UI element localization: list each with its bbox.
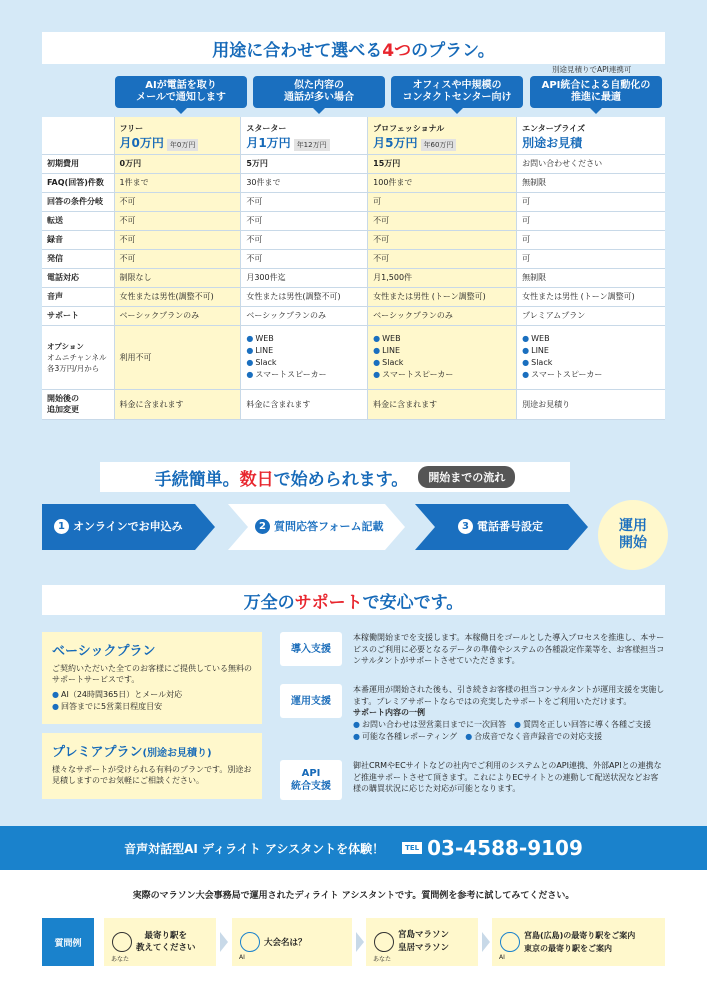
chevron-right-icon: [220, 932, 228, 952]
table-cell: 料金に含まれます: [368, 389, 517, 419]
table-cell: 月300件迄: [241, 268, 368, 287]
basic-item: ● 回答までに5営業日程度目安: [52, 701, 252, 713]
table-cell: 不可: [368, 249, 517, 268]
step-number: 1: [54, 519, 69, 534]
chevron-right-icon: [482, 932, 490, 952]
option-item: ● Slack: [373, 357, 511, 369]
row-label: 音声: [42, 287, 114, 306]
basic-plan-box: [42, 632, 262, 724]
option-item: ● スマートスピーカー: [373, 369, 511, 381]
support-label-operation: 運用支援: [280, 684, 342, 718]
title-text: で始められます。: [273, 469, 409, 490]
support-text-operation: [353, 684, 665, 743]
row-label: 発信: [42, 249, 114, 268]
row-label: 初期費用: [42, 154, 114, 173]
table-cell: 不可: [368, 230, 517, 249]
support-label-api: API 統合支援: [280, 760, 342, 800]
basic-plan-title: ベーシックプラン: [52, 644, 156, 659]
ai-avatar-icon: [499, 932, 520, 961]
table-cell: 15万円: [368, 154, 517, 173]
row-label-line: 各3万円/月から: [47, 363, 100, 373]
table-cell: 制限なし: [114, 268, 241, 287]
row-label-line: 開始後の: [47, 394, 79, 403]
title-text: 用途に合わせて選べる: [212, 40, 383, 61]
avatar-label: AI: [499, 954, 505, 961]
step-label: オンラインでお申込み: [73, 520, 183, 533]
table-cell: 無制限: [517, 268, 665, 287]
title-text: で安心です。: [362, 592, 464, 613]
premium-plan-title: プレミアプラン: [52, 745, 143, 760]
support-text-intro: 本稼働開始までを支援します。本稼働日をゴールとした導入プロセスを推進し、本サービスのご利用に必要となるデータの準備やシステムの各種設定作業等を、お客様担当コンサルタントがサポートさせていただきます。: [353, 633, 665, 665]
table-cell: 料金に含まれます: [241, 389, 368, 419]
plan-yearly: 年0万円: [167, 139, 198, 151]
table-cell: 不可: [114, 249, 241, 268]
plan-tag: オフィスや中規模の コンタクトセンター向け: [391, 76, 523, 108]
table-cell: 女性または男性(調整不可): [241, 287, 368, 306]
row-label: FAQ(回答)件数: [42, 173, 114, 192]
option-item: ● WEB: [522, 333, 660, 345]
table-cell: 1件まで: [114, 173, 241, 192]
premium-plan-subtitle: (別途お見積り): [142, 748, 212, 759]
example-text: 皇居マラソン: [398, 943, 450, 953]
table-cell: 5万円: [241, 154, 368, 173]
avatar-label: AI: [239, 954, 245, 961]
table-cell: 不可: [241, 192, 368, 211]
table-cell: 不可: [241, 230, 368, 249]
table-cell: 不可: [368, 211, 517, 230]
option-item: ● WEB: [246, 333, 362, 345]
title-highlight: 数日: [239, 469, 274, 490]
option-item: ● スマートスピーカー: [522, 369, 660, 381]
table-cell: 不可: [241, 211, 368, 230]
tel-tag: TEL: [402, 842, 422, 854]
table-cell: 料金に含まれます: [114, 389, 241, 419]
ai-avatar-icon: [239, 932, 260, 961]
table-cell: 不可: [241, 249, 368, 268]
plan-name: フリー: [119, 124, 144, 133]
api-note: 別途見積りでAPI連携可: [552, 65, 632, 74]
table-cell: ベーシックプランのみ: [368, 306, 517, 325]
table-cell: 可: [517, 192, 665, 211]
flow-step-3: [458, 500, 543, 552]
row-label: 録音: [42, 230, 114, 249]
row-label: サポート: [42, 306, 114, 325]
plan-price: 月1万円: [246, 136, 291, 150]
example-question-1: [104, 918, 216, 966]
support-sub-title: サポート内容の一例: [353, 708, 425, 717]
support-label-intro: 導入支援: [280, 632, 342, 666]
example-text: 最寄り駅を 教えてください: [136, 931, 196, 953]
plan-yearly: 年12万円: [294, 139, 330, 151]
user-avatar-icon: [111, 932, 132, 963]
row-label-line: オプション: [47, 341, 84, 351]
avatar-label: あなた: [111, 956, 130, 963]
table-cell: 不可: [114, 192, 241, 211]
title-text: のプラン。: [411, 40, 495, 61]
table-cell: 0万円: [114, 154, 241, 173]
avatar-label: あなた: [373, 956, 392, 963]
tel-lead: 音声対話型AI ディライト アシスタントを体験！: [124, 841, 385, 856]
title-highlight: サポート: [294, 592, 363, 613]
support-sub-item: ● 合成音でなく音声録音での対応支援: [465, 732, 602, 741]
support-text-api: 御社CRMやECサイトなどの社内でご利用のシステムとのAPI連携、外部APIとの連携など推進サポートさせて頂きます。これによりECサイトとの連動して配送状況などお客様の購買状況に応じた対応が可能となります。: [353, 761, 662, 793]
tel-number[interactable]: 03-4588-9109: [427, 836, 583, 860]
operation-start: 運用 開始: [598, 500, 668, 570]
title-text: 手続簡単。: [154, 469, 240, 490]
step-number: 3: [458, 519, 473, 534]
option-item: ● スマートスピーカー: [246, 369, 362, 381]
table-cell: 女性または男性 (トーン調整可): [368, 287, 517, 306]
table-cell: プレミアムプラン: [517, 306, 665, 325]
table-cell: 月1,500件: [368, 268, 517, 287]
flow-step-1: [54, 500, 183, 552]
table-cell: 可: [517, 249, 665, 268]
example-text: 宮島マラソン: [398, 930, 450, 940]
example-text: 宮島(広島)の最寄り駅をご案内: [524, 931, 636, 940]
example-text: 東京の最寄り駅をご案内: [524, 944, 612, 953]
option-item: ● LINE: [246, 345, 362, 357]
flow-step-2: [255, 500, 383, 552]
examples-label: 質問例: [42, 918, 94, 966]
table-cell: 女性または男性 (トーン調整可): [517, 287, 665, 306]
row-label-line: 追加変更: [47, 405, 79, 414]
plan-price: 別途お見積: [522, 136, 583, 150]
plan-name: エンタープライズ: [522, 124, 586, 133]
option-item: ● LINE: [522, 345, 660, 357]
option-item: ● Slack: [246, 357, 362, 369]
chevron-right-icon: [356, 932, 364, 952]
example-answer-1: [232, 918, 352, 966]
table-cell: 可: [368, 192, 517, 211]
basic-item: ● AI（24時間365日）とメール対応: [52, 689, 252, 701]
table-cell: 可: [517, 211, 665, 230]
table-cell: 可: [517, 230, 665, 249]
row-label: 電話対応: [42, 268, 114, 287]
table-cell: ベーシックプランのみ: [114, 306, 241, 325]
user-avatar-icon: [373, 932, 394, 963]
table-cell: 利用不可: [114, 325, 241, 389]
row-label: 転送: [42, 211, 114, 230]
basic-plan-desc: ご契約いただいた全てのお客様にご提供している無料のサポートサービスです。: [52, 664, 252, 684]
option-item: ● WEB: [373, 333, 511, 345]
support-text: 本番運用が開始された後も、引き続きお客様の担当コンサルタントが運用支援を実施します。プレミアサポートならではの充実したサポートをご利用いただけます。: [353, 685, 665, 706]
example-text: 大会名は？: [264, 938, 307, 948]
premium-plan-box: [42, 733, 262, 799]
table-cell: 無制限: [517, 173, 665, 192]
plan-tag: API統合による自動化の 推進に最適: [530, 76, 662, 108]
row-label: 回答の条件分岐: [42, 192, 114, 211]
title-text: 万全の: [243, 592, 295, 613]
table-cell: 別途お見積り: [517, 389, 665, 419]
plan-price: 月5万円: [373, 136, 418, 150]
flow-tag: 開始までの流れ: [418, 466, 515, 488]
table-cell: 30件まで: [241, 173, 368, 192]
table-cell: 女性または男性(調整不可): [114, 287, 241, 306]
row-label-line: オムニチャンネル: [47, 352, 107, 362]
plan-price: 月0万円: [119, 136, 164, 150]
table-cell: 不可: [114, 230, 241, 249]
example-question-2: [366, 918, 478, 966]
option-item: ● LINE: [373, 345, 511, 357]
step-label: 電話番号設定: [477, 520, 543, 533]
plan-name: スターター: [246, 124, 287, 133]
examples-caption: 実際のマラソン大会事務局で運用されたディライト アシスタントです。質問例を参考に試してみてください。: [132, 891, 575, 901]
option-item: ● Slack: [522, 357, 660, 369]
example-answer-2: [492, 918, 665, 966]
title-highlight: 4つ: [382, 40, 412, 61]
table-cell: 100件まで: [368, 173, 517, 192]
table-cell: 不可: [114, 211, 241, 230]
plan-tag: 似た内容の 通話が多い場合: [253, 76, 385, 108]
premium-plan-desc: 様々なサポートが受けられる有料のプランです。別途お見積しますのでお気軽にご相談ください。: [52, 765, 252, 785]
support-sub-item: ● 可能な各種レポーティング: [353, 732, 457, 741]
plan-yearly: 年60万円: [421, 139, 457, 151]
support-sub-item: ● 質問を正しい回答に導く各種ご支援: [514, 720, 651, 729]
table-cell: お問い合わせください: [517, 154, 665, 173]
plan-tag: AIが電話を取り メールで通知します: [115, 76, 247, 108]
plan-name: プロフェッショナル: [373, 124, 445, 133]
support-title: [42, 585, 665, 615]
table-cell: ベーシックプランのみ: [241, 306, 368, 325]
tel-bar: [0, 826, 707, 870]
support-sub-item: ● お問い合わせは翌営業日までに一次回答: [353, 720, 506, 729]
step-label: 質問応答フォーム記載: [274, 520, 384, 533]
step-number: 2: [255, 519, 270, 534]
